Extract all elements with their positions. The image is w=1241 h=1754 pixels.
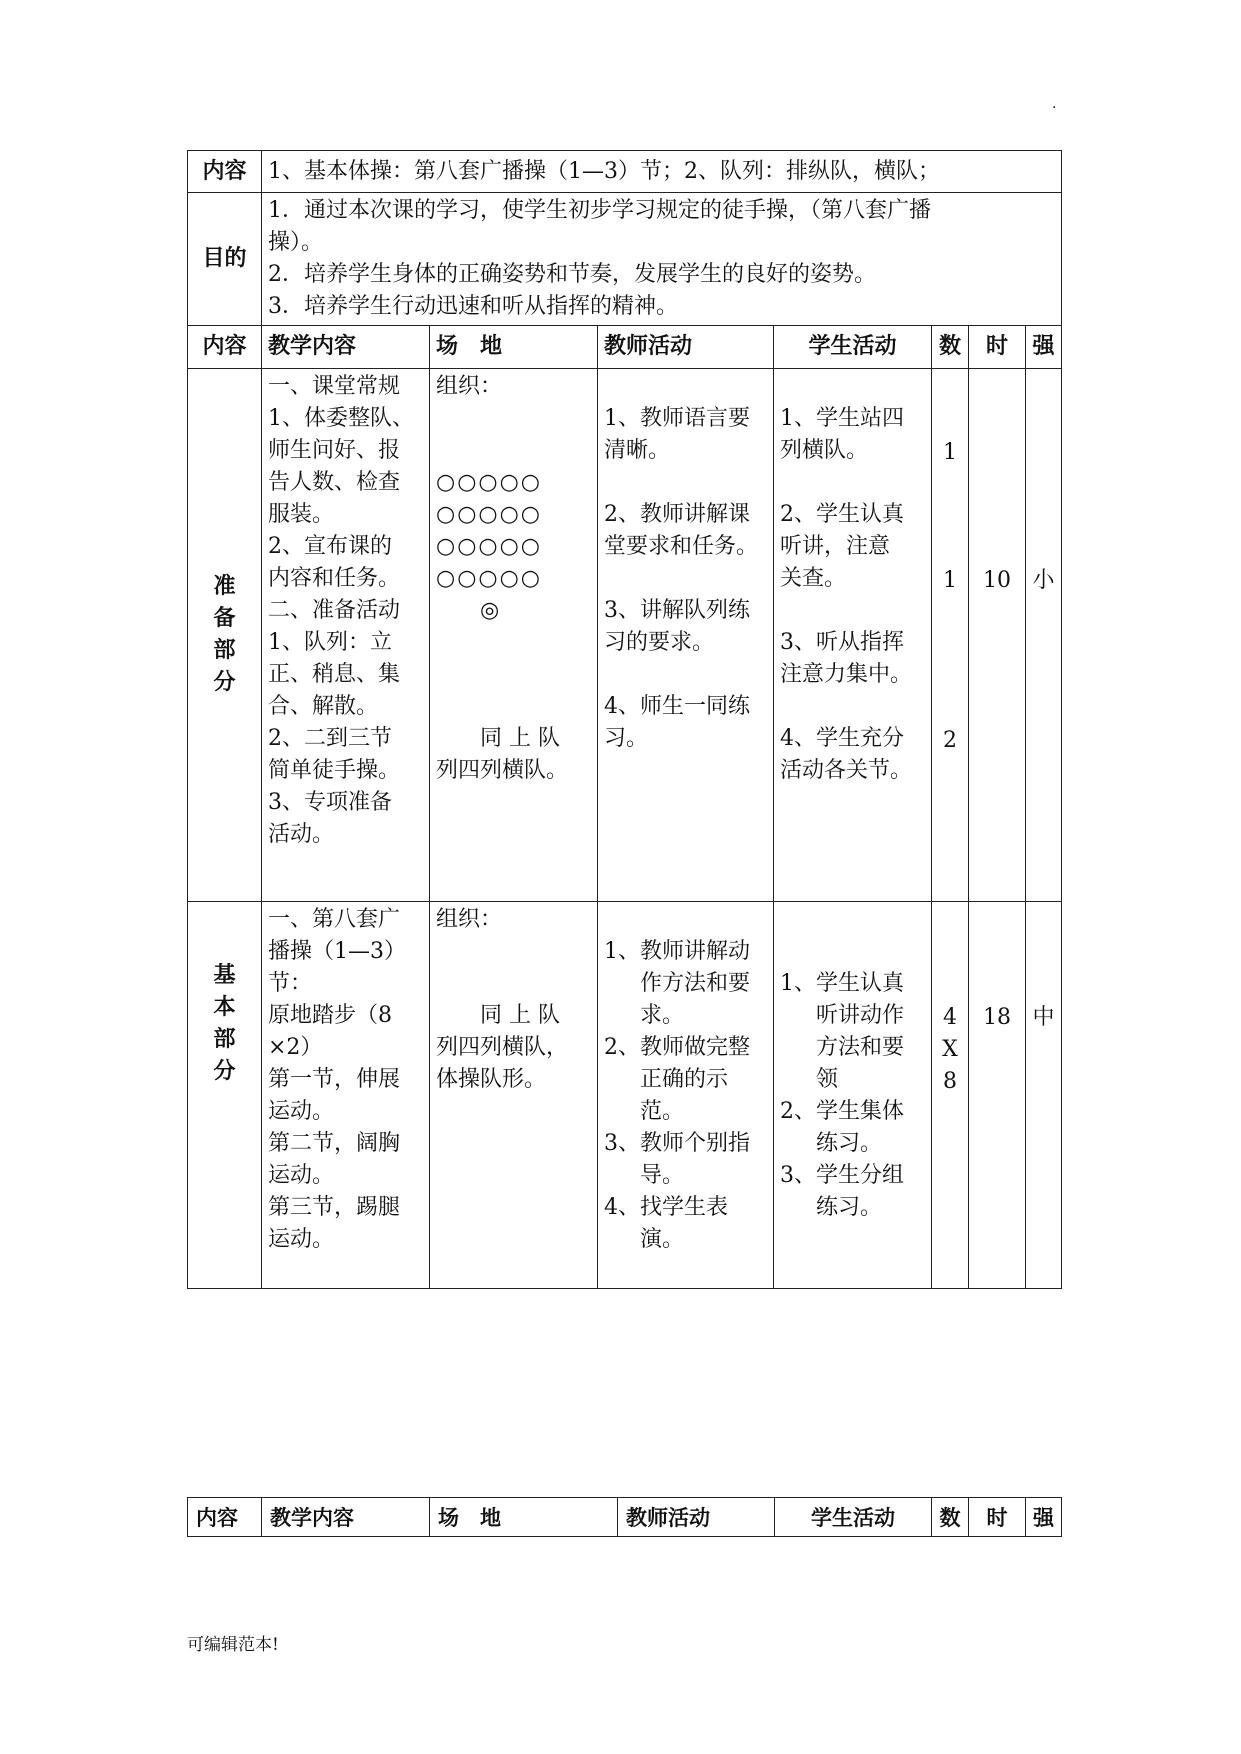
footer-col-field: 场 地: [430, 1498, 618, 1537]
teacher-line: 1、教师语言要: [604, 406, 750, 431]
teaching-line: 节：: [268, 971, 313, 996]
teacher-item: 2、教师做完整正确的示范。: [604, 1035, 750, 1124]
teacher-line: 习。: [604, 726, 649, 751]
teaching-line: 一、第八套广: [268, 907, 401, 932]
formation-row: ○○○○○: [436, 566, 542, 591]
field-layout: [430, 369, 598, 902]
next-page-header-table: [187, 1497, 1062, 1537]
teacher-line: 堂要求和任务。: [604, 534, 759, 559]
teaching-line: 运动。: [268, 1163, 335, 1188]
teaching-line: 第二节，阔胸: [268, 1131, 401, 1156]
teaching-content: [262, 902, 430, 1289]
teacher-activity: [598, 369, 774, 902]
footer-col-count: 数: [932, 1498, 969, 1537]
field-org-label: 组织：: [436, 374, 503, 399]
formation-row: ○○○○○: [436, 534, 542, 559]
teaching-line: 原地踏步（8: [268, 1003, 392, 1028]
section-char: 部: [213, 1027, 236, 1052]
teaching-line: 二、准备活动: [268, 598, 401, 623]
teaching-line: 告人数、检查: [268, 470, 401, 495]
teaching-line: 服装。: [268, 502, 335, 527]
time-value: 18: [969, 902, 1026, 1289]
teaching-line: 2、二到三节: [268, 726, 392, 751]
teaching-line: 3、专项准备: [268, 790, 392, 815]
footer-col-teaching: 教学内容: [262, 1498, 430, 1537]
section-name-preparation: [188, 369, 262, 902]
student-item: 2、学生集体练习。: [780, 1099, 904, 1156]
field-note-line: 同 上 队: [480, 726, 560, 751]
student-line: 注意力集中。: [780, 662, 913, 687]
intensity-value: 小: [1026, 369, 1062, 902]
page-dot: .: [1052, 96, 1057, 112]
teaching-line: 2、宣布课的: [268, 534, 392, 559]
student-line: 1、学生站四: [780, 406, 904, 431]
teacher-line: 3、讲解队列练: [604, 598, 750, 623]
footer-col-teacher: 教师活动: [618, 1498, 775, 1537]
section-char: 分: [213, 670, 236, 695]
col-header-student: 学生活动: [774, 326, 932, 369]
count-value: 8: [943, 1069, 957, 1094]
teaching-line: 播操（1—3）: [268, 939, 406, 964]
student-activity: [774, 369, 932, 902]
student-activity: [774, 902, 932, 1289]
teaching-line: 一、课堂常规: [268, 374, 401, 399]
count-value: 4: [943, 1005, 957, 1030]
content-text: 1、基本体操：第八套广播操（1—3）节；2、队列：排纵队，横队；: [262, 151, 1062, 193]
section-char: 准: [213, 574, 236, 599]
col-header-time: 时: [969, 326, 1026, 369]
count-column: [932, 369, 969, 902]
teacher-item: 4、找学生表演。: [604, 1195, 728, 1252]
time-value: 10: [969, 369, 1026, 902]
footer-col-content: 内容: [188, 1498, 262, 1537]
teaching-content: [262, 369, 430, 902]
footer-col-student: 学生活动: [775, 1498, 932, 1537]
teaching-line: 1、体委整队、: [268, 406, 414, 431]
count-value: 2: [943, 728, 957, 753]
teacher-line: 习的要求。: [604, 630, 715, 655]
goal-line: 1．通过本次课的学习，使学生初步学习规定的徒手操，（第八套广播: [268, 198, 931, 223]
col-header-teacher: 教师活动: [598, 326, 774, 369]
goal-line: 3．培养学生行动迅速和听从指挥的精神。: [268, 294, 678, 319]
teaching-line: 第一节，伸展: [268, 1067, 401, 1092]
col-header-intensity: 强: [1026, 326, 1062, 369]
student-line: 列横队。: [780, 438, 869, 463]
section-char: 分: [213, 1059, 236, 1084]
section-char: 部: [213, 638, 236, 663]
teacher-line: 4、师生一同练: [604, 694, 750, 719]
col-header-field: 场 地: [430, 326, 598, 369]
student-line: 活动各关节。: [780, 758, 913, 783]
teacher-item: 3、教师个别指导。: [604, 1131, 750, 1188]
section-char: 本: [213, 995, 236, 1020]
section-name-basic: [188, 902, 262, 1289]
teacher-line: 2、教师讲解课: [604, 502, 750, 527]
teaching-line: ×2）: [268, 1035, 323, 1060]
field-note-line: 列四列横队。: [436, 758, 569, 783]
count-value: 1: [943, 568, 957, 593]
teaching-line: 运动。: [268, 1227, 335, 1252]
field-note-line: 体操队形。: [436, 1067, 547, 1092]
teaching-line: 运动。: [268, 1099, 335, 1124]
teacher-line: 清晰。: [604, 438, 671, 463]
field-note-line: 同 上 队: [480, 1003, 560, 1028]
teaching-line: 第三节，踢腿: [268, 1195, 401, 1220]
section-char: 基: [213, 963, 236, 988]
teaching-line: 师生问好、报: [268, 438, 401, 463]
teacher-activity: [598, 902, 774, 1289]
count-column: [932, 902, 969, 1289]
goal-text: [262, 193, 1062, 326]
teaching-line: 活动。: [268, 822, 335, 847]
teacher-item: 1、教师讲解动作方法和要求。: [604, 939, 751, 1028]
student-line: 4、学生充分: [780, 726, 904, 751]
student-item: 3、学生分组练习。: [780, 1163, 904, 1220]
field-note-line: 列四列横队，: [436, 1035, 569, 1060]
col-header-count: 数: [932, 326, 969, 369]
col-header-content: 内容: [188, 326, 262, 369]
field-org-label: 组织：: [436, 907, 503, 932]
teaching-line: 1、队列：立: [268, 630, 392, 655]
teaching-line: 正、稍息、集: [268, 662, 401, 687]
col-header-teaching: 教学内容: [262, 326, 430, 369]
section-char: 备: [213, 606, 236, 631]
lesson-plan-table: [187, 150, 1062, 1289]
teaching-line: 简单徒手操。: [268, 758, 401, 783]
formation-row: ○○○○○: [436, 470, 542, 495]
teaching-line: 合、解散。: [268, 694, 379, 719]
teaching-line: 内容和任务。: [268, 566, 401, 591]
student-line: 3、听从指挥: [780, 630, 904, 655]
intensity-value: 中: [1026, 902, 1062, 1289]
footer-col-time: 时: [969, 1498, 1026, 1537]
count-value: X: [942, 1037, 958, 1062]
student-line: 2、学生认真: [780, 502, 904, 527]
content-label: 内容: [188, 151, 262, 193]
student-line: 关查。: [780, 566, 847, 591]
goal-label: 目的: [188, 193, 262, 326]
footer-col-intensity: 强: [1026, 1498, 1062, 1537]
student-line: 听讲，注意: [780, 534, 891, 559]
student-item: 1、学生认真听讲动作方法和要领: [780, 971, 905, 1092]
goal-line: 2．培养学生身体的正确姿势和节奏，发展学生的良好的姿势。: [268, 262, 876, 287]
goal-line: 操）。: [268, 230, 324, 255]
teacher-position-marker: ◎: [480, 598, 500, 623]
field-layout: [430, 902, 598, 1289]
formation-row: ○○○○○: [436, 502, 542, 527]
footnote: 可编辑范本!: [187, 1635, 279, 1655]
count-value: 1: [943, 440, 957, 465]
